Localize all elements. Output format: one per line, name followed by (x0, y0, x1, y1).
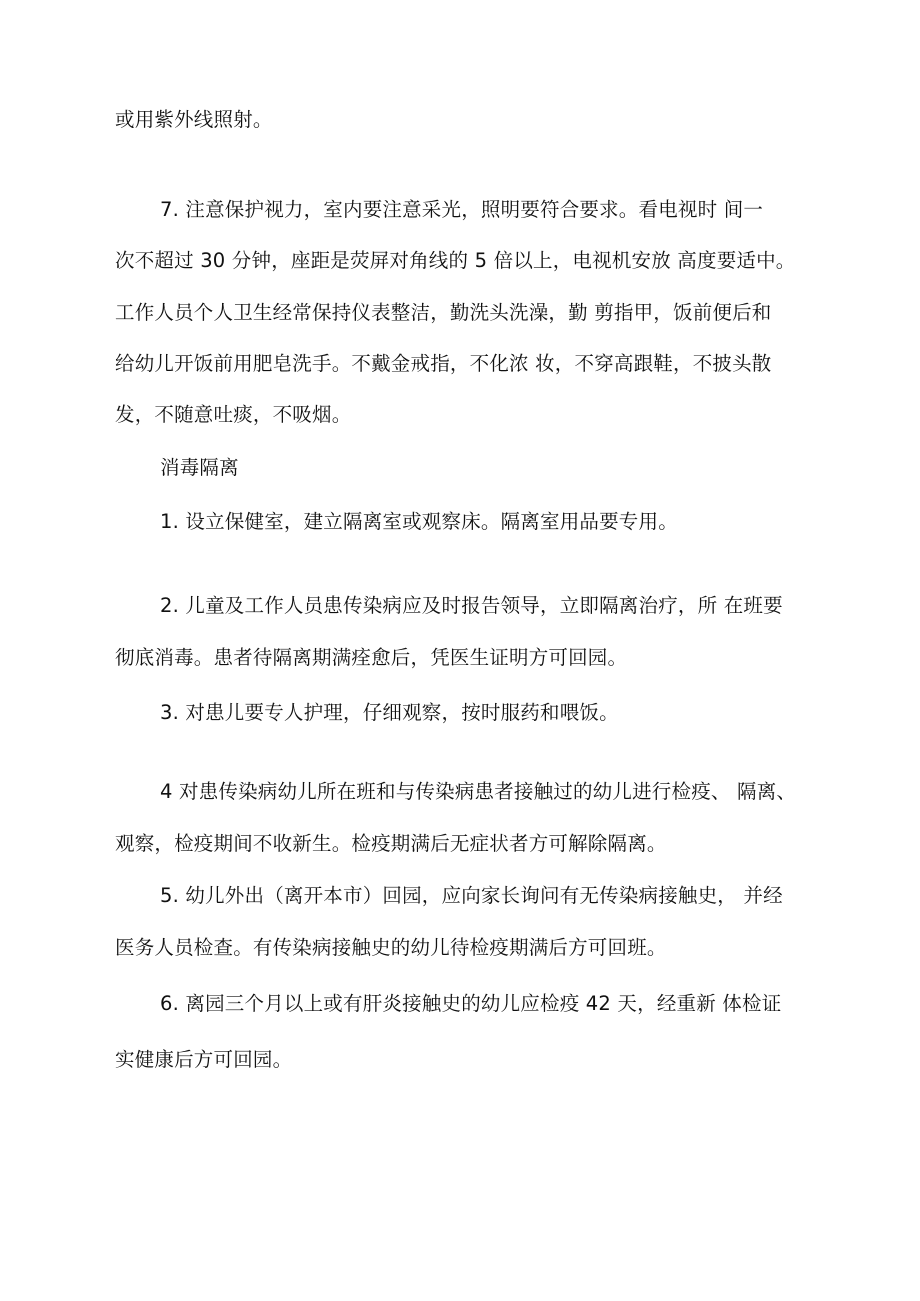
isolation-item-2-line-1: 2. 儿童及工作人员患传染病应及时报告领导，立即隔离治疗，所 在班要 (160, 594, 783, 617)
section-heading-disinfection-isolation: 消毒隔离 (160, 456, 239, 479)
isolation-item-3: 3. 对患儿要专人护理，仔细观察，按时服药和喂饭。 (160, 701, 619, 724)
text-line-uv-disinfection: 或用紫外线照射。 (115, 108, 273, 131)
item-7-line-1: 7. 注意保护视力，室内要注意采光，照明要符合要求。看电视时 间一 (160, 198, 764, 221)
isolation-item-6-line-2: 实健康后方可回园。 (115, 1048, 293, 1071)
isolation-item-4-line-2: 观察，检疫期间不收新生。检疫期满后无症状者方可解除隔离。 (115, 832, 667, 855)
isolation-item-2-line-2: 彻底消毒。患者待隔离期满痊愈后，凭医生证明方可回园。 (115, 646, 628, 669)
isolation-item-1: 1. 设立保健室，建立隔离室或观察床。隔离室用品要专用。 (160, 510, 678, 533)
item-7-line-5: 发，不随意吐痰，不吸烟。 (115, 403, 352, 426)
item-7-line-4: 给幼儿开饭前用肥皂洗手。不戴金戒指，不化浓 妆，不穿高跟鞋，不披头散 (115, 352, 772, 375)
isolation-item-5-line-1: 5. 幼儿外出（离开本市）回园，应向家长询问有无传染病接触史， 并经 (160, 884, 783, 907)
isolation-item-6-line-1: 6. 离园三个月以上或有肝炎接触史的幼儿应检疫 42 天，经重新 体检证 (160, 992, 782, 1015)
item-7-line-3: 工作人员个人卫生经常保持仪表整洁，勤洗头洗澡，勤 剪指甲，饭前便后和 (115, 301, 772, 324)
isolation-item-5-line-2: 医务人员检查。有传染病接触史的幼儿待检疫期满后方可回班。 (115, 936, 667, 959)
item-7-line-2: 次不超过 30 分钟，座距是荧屏对角线的 5 倍以上，电视机安放 高度要适中。 (115, 249, 796, 272)
isolation-item-4-line-1: 4 对患传染病幼儿所在班和与传染病患者接触过的幼儿进行检疫、 隔离、 (160, 780, 797, 803)
